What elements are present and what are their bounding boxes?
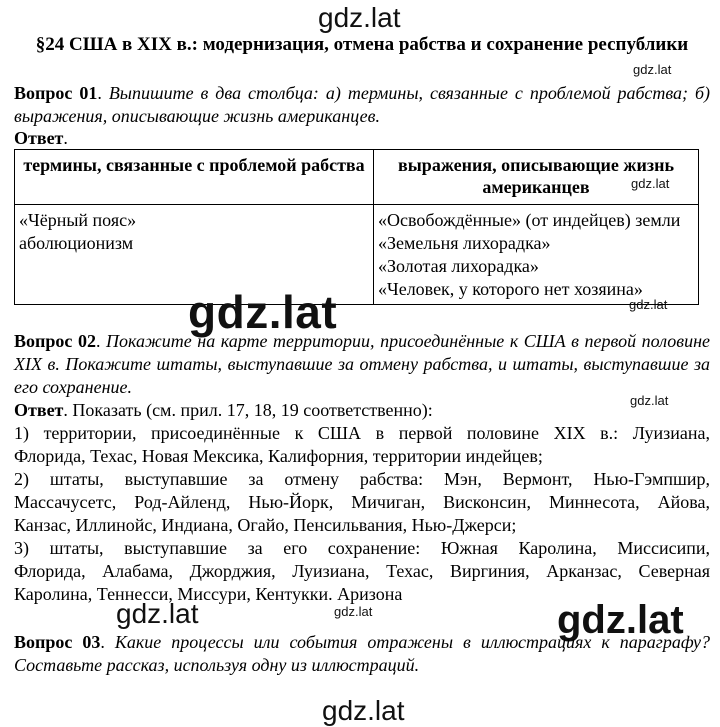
- question-2-label: Вопрос 02: [14, 331, 96, 351]
- answer-1: [14, 127, 710, 150]
- watermark: gdz.lat: [629, 297, 668, 312]
- table-row: [15, 205, 699, 305]
- table-item: «Освобождённые» (от индейцев) земли: [378, 210, 681, 230]
- watermark: gdz.lat: [116, 598, 199, 629]
- question-1-dot: .: [97, 83, 102, 103]
- answer-2-line: 3) штаты, выступавшие за его сохранение: Южная Каролина, Миссисипи,: [14, 538, 710, 558]
- table-item: «Земельня лихорадка»: [378, 233, 551, 253]
- watermark: gdz.lat: [188, 286, 338, 338]
- answer-2-intro: [14, 399, 710, 422]
- answer-2-line: Канзас, Иллинойс, Индиана, Огайо, Пенсильвания, Нью-Джерси;: [14, 515, 517, 535]
- question-3-label: Вопрос 03: [14, 632, 101, 652]
- answer-2-line: Каролина, Теннесси, Миссури, Кентукки. Аризона: [14, 584, 403, 604]
- question-3: [14, 631, 710, 677]
- table-item: «Чёрный пояс»: [19, 210, 137, 230]
- question-2-text: Покажите на карте территории, присоединённые к США в первой половине XIX в. Покажите штаты, выступавшие за отмену рабства, и штаты, выступавшие за его сохранение.: [14, 331, 710, 397]
- watermark: gdz.lat: [631, 176, 670, 191]
- table-header-col2: выражения, описывающие жизнь американцев: [374, 150, 699, 205]
- answer-2-line: Флорида, Техас, Новая Мексика, Калифорния, территории индейцев;: [14, 446, 543, 466]
- answer-2-line: 1) территории, присоединённые к США в первой половине XIX в.: Луизиана,: [14, 423, 710, 443]
- question-1-text: Выпишите в два столбца: а) термины, связанные с проблемой рабства; б) выражения, описывающие жизнь американцев.: [14, 83, 711, 126]
- watermark: gdz.lat: [633, 62, 672, 77]
- watermark: gdz.lat: [557, 598, 684, 642]
- table-header-col1: термины, связанные с проблемой рабства: [15, 150, 374, 205]
- table-item: «Человек, у которого нет хозяина»: [378, 279, 643, 299]
- section-heading: §24 США в XIX в.: модернизация, отмена рабства и сохранение республики: [35, 34, 689, 55]
- table-item: «Золотая лихорадка»: [378, 256, 539, 276]
- answer-1-dot: .: [63, 128, 68, 148]
- answer-2-line: 2) штаты, выступавшие за отмену рабства: Мэн, Вермонт, Нью-Гэмпшир,: [14, 469, 710, 489]
- answer-2-intro-text: Показать (см. прил. 17, 18, 19 соответственно):: [72, 400, 433, 420]
- answer-2-line: Массачусетс, Род-Айленд, Нью-Йорк, Мичиган, Висконсин, Миннесота, Айова,: [14, 492, 710, 512]
- watermark: gdz.lat: [318, 2, 401, 33]
- answer-2-dot: .: [63, 400, 68, 420]
- question-2-dot: .: [95, 331, 101, 351]
- watermark: gdz.lat: [630, 393, 669, 408]
- question-1: [14, 82, 710, 128]
- question-3-dot: .: [100, 632, 105, 652]
- table-cell-col2: [374, 205, 699, 305]
- terms-table: [14, 149, 699, 305]
- answer-2-label: Ответ: [14, 400, 64, 420]
- answer-1-label: Ответ: [14, 128, 64, 148]
- answer-2-line: Флорида, Алабама, Джорджия, Луизиана, Техас, Виргиния, Арканзас, Северная: [14, 561, 710, 581]
- watermark: gdz.lat: [334, 604, 373, 619]
- question-2: [14, 330, 710, 399]
- question-1-label: Вопрос 01: [14, 83, 98, 103]
- question-3-text: Какие процессы или события отражены в иллюстрациях к параграфу? Составьте рассказ, используя одну из иллюстраций.: [14, 632, 710, 675]
- table-header-row: [15, 150, 699, 205]
- table-item: аболюционизм: [19, 233, 134, 253]
- watermark: gdz.lat: [322, 695, 405, 726]
